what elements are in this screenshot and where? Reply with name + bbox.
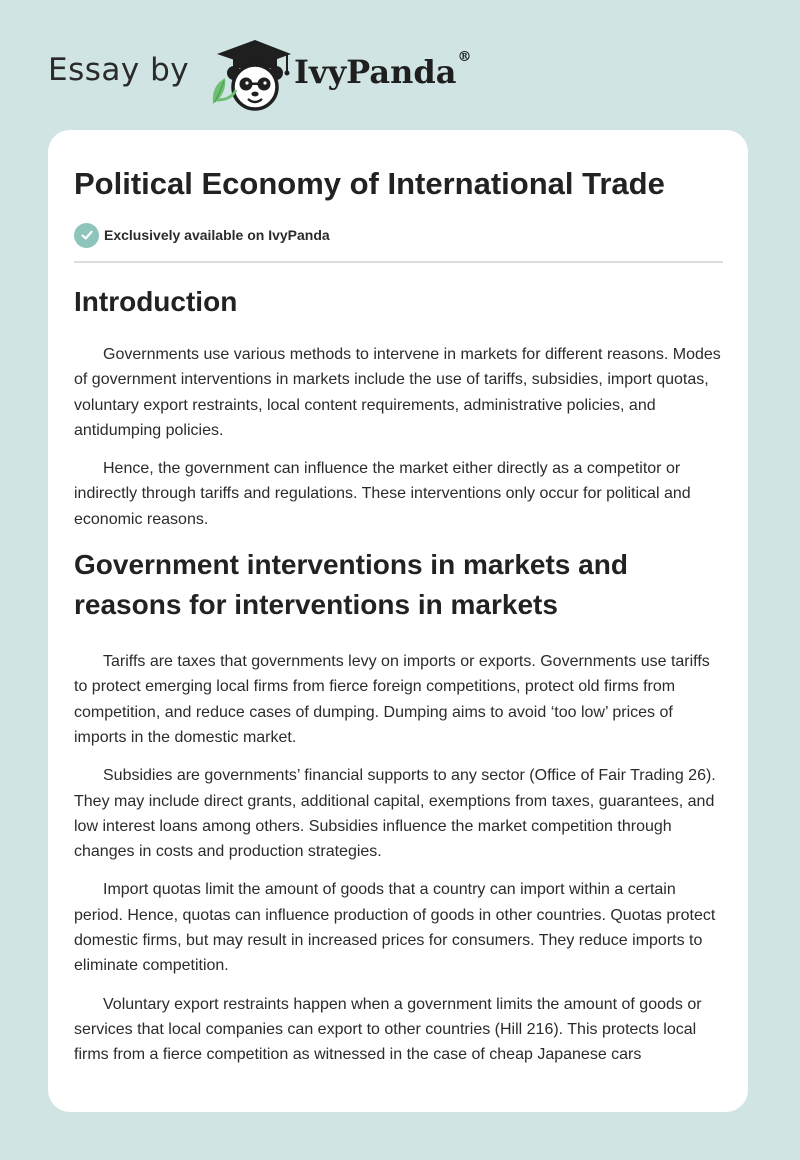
essay-card <box>48 130 748 1112</box>
paragraph: Governments use various methods to intervene in markets for different reasons. Modes of government interventions in markets include the use of tariffs, subsidies, import quotas, voluntary export restraints, local content requirements, administrative policies, and antidumping policies. <box>74 346 721 439</box>
brand-header <box>48 30 508 114</box>
brand-name-text: IvyPanda <box>294 53 457 91</box>
paragraph: Hence, the government can influence the market either directly as a competitor or indirectly through tariffs and regulations. These interventions only occur for political and economic reasons. <box>74 460 691 528</box>
section-heading-introduction: Introduction <box>74 286 238 317</box>
checkmark-icon <box>80 228 94 242</box>
brand-name[interactable] <box>294 49 472 91</box>
check-badge-icon <box>74 223 99 248</box>
paragraph: Tariffs are taxes that governments levy on imports or exports. Governments use tariffs to protect emerging local firms from fierce foreign competitions, protect old firms from competition, and reduce cases of dumping. Dumping aims to avoid ‘too low’ prices of imports in the domestic market. <box>74 653 710 746</box>
brand-prefix: Essay by <box>48 52 190 88</box>
registered-mark: ® <box>457 49 472 65</box>
essay-body <box>74 280 726 1081</box>
essay-title: Political Economy of International Trade <box>74 166 665 201</box>
paragraph: Subsidies are governments’ financial supports to any sector (Office of Fair Trading 26). They may include direct grants, additional capital, exemptions from taxes, guarantees, and low interest loans among others. Subsidies influence the market competition through changes in costs and production strategies. <box>74 767 716 861</box>
title-divider <box>74 261 723 263</box>
exclusive-notice <box>74 222 330 248</box>
graduation-panda-logo-icon[interactable] <box>203 34 293 114</box>
paragraph: Import quotas limit the amount of goods that a country can import within a certain period. Hence, quotas can influence production of goods in other countries. Quotas protect domestic firms, but may result in increased prices for consumers. They reduce imports to eliminate competition. <box>74 881 716 975</box>
exclusive-label: Exclusively available on IvyPanda <box>104 227 330 243</box>
section-heading-government-interventions: Government interventions in markets and reasons for interventions in markets <box>74 549 628 621</box>
paragraph: Voluntary export restraints happen when a government limits the amount of goods or services that local companies can export to other countries (Hill 216). This protects local firms from a fierce competition as witnessed in the case of cheap Japanese cars <box>74 995 702 1064</box>
